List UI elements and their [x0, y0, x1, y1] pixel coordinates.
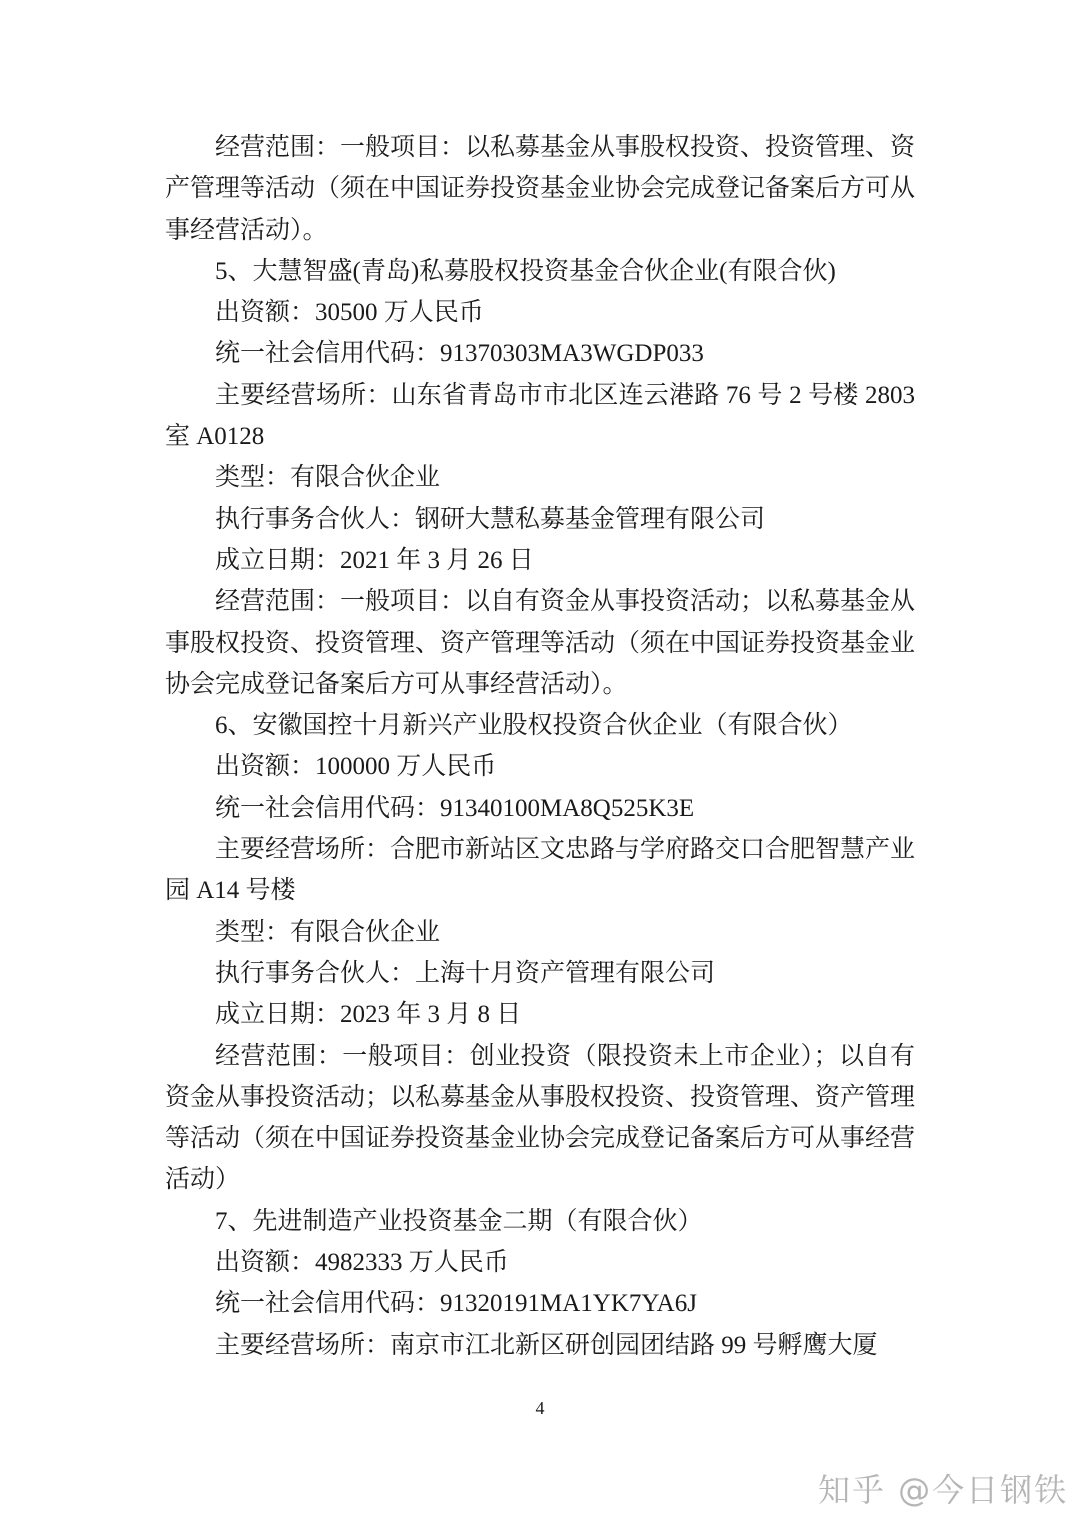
- paragraph: [165, 540, 915, 581]
- paragraph: [165, 1036, 915, 1201]
- text-line: 执行事务合伙人：钢研大慧私募基金管理有限公司: [215, 505, 766, 533]
- paragraph: [165, 1242, 915, 1283]
- paragraph: [165, 251, 915, 292]
- text-line: 6、安徽国控十月新兴产业股权投资合伙企业（有限合伙）: [215, 712, 853, 740]
- paragraph: [165, 953, 915, 994]
- paragraph: [165, 333, 915, 374]
- paragraph: [165, 705, 915, 746]
- text-line: 经营范围：一般项目：创业投资（限投资未上市企业）；以自有: [215, 1042, 915, 1070]
- paragraph: [165, 581, 915, 705]
- text-line: 资金从事投资活动；以私募基金从事股权投资、投资管理、资产管理: [165, 1083, 915, 1111]
- paragraph: [165, 127, 915, 251]
- text-line: 园 A14 号楼: [165, 877, 296, 905]
- text-line: 统一社会信用代码：91340100MA8Q525K3E: [215, 794, 695, 822]
- document-body: [165, 127, 915, 1366]
- paragraph: [165, 1201, 915, 1242]
- text-line: 室 A0128: [165, 423, 265, 451]
- paragraph: [165, 788, 915, 829]
- paragraph: [165, 499, 915, 540]
- paragraph: [165, 292, 915, 333]
- paragraph: [165, 746, 915, 787]
- text-line: 执行事务合伙人：上海十月资产管理有限公司: [215, 959, 716, 987]
- text-line: 经营范围：一般项目：以自有资金从事投资活动；以私募基金从: [215, 588, 915, 616]
- text-line: 类型：有限合伙企业: [215, 918, 441, 946]
- text-line: 主要经营场所：合肥市新站区文忠路与学府路交口合肥智慧产业: [215, 836, 915, 864]
- text-line: 类型：有限合伙企业: [215, 464, 441, 492]
- paragraph: [165, 994, 915, 1035]
- paragraph: [165, 375, 915, 458]
- text-line: 5、大慧智盛(青岛)私募股权投资基金合伙企业(有限合伙): [215, 257, 836, 285]
- paragraph: [165, 1283, 915, 1324]
- text-line: 统一社会信用代码：91320191MA1YK7YA6J: [215, 1290, 697, 1318]
- text-line: 7、先进制造产业投资基金二期（有限合伙）: [215, 1207, 703, 1235]
- paragraph: [165, 457, 915, 498]
- text-line: 等活动（须在中国证券投资基金业协会完成登记备案后方可从事经营: [165, 1125, 915, 1153]
- text-line: 主要经营场所：山东省青岛市市北区连云港路 76 号 2 号楼 2803: [215, 381, 915, 409]
- paragraph: [165, 1325, 915, 1366]
- text-line: 主要经营场所：南京市江北新区研创园团结路 99 号孵鹰大厦: [215, 1331, 878, 1359]
- text-line: 出资额：4982333 万人民币: [215, 1249, 509, 1277]
- text-line: 活动）: [165, 1166, 241, 1194]
- text-line: 事股权投资、投资管理、资产管理等活动（须在中国证券投资基金业: [165, 629, 915, 657]
- text-line: 成立日期：2023 年 3 月 8 日: [215, 1001, 522, 1029]
- page-number: 4: [535, 1398, 545, 1418]
- paragraph: [165, 912, 915, 953]
- text-line: 事经营活动）。: [165, 216, 328, 244]
- text-line: 成立日期：2021 年 3 月 26 日: [215, 546, 534, 574]
- text-line: 出资额：100000 万人民币: [215, 753, 497, 781]
- text-line: 经营范围：一般项目：以私募基金从事股权投资、投资管理、资: [215, 134, 915, 161]
- text-line: 出资额：30500 万人民币: [215, 299, 484, 327]
- text-line: 协会完成登记备案后方可从事经营活动）。: [165, 670, 628, 698]
- watermark: 知乎 @今日钢铁: [818, 1471, 1069, 1509]
- text-line: 产管理等活动（须在中国证券投资基金业协会完成登记备案后方可从: [165, 175, 915, 203]
- paragraph: [165, 829, 915, 912]
- text-line: 统一社会信用代码：91370303MA3WGDP033: [215, 340, 704, 368]
